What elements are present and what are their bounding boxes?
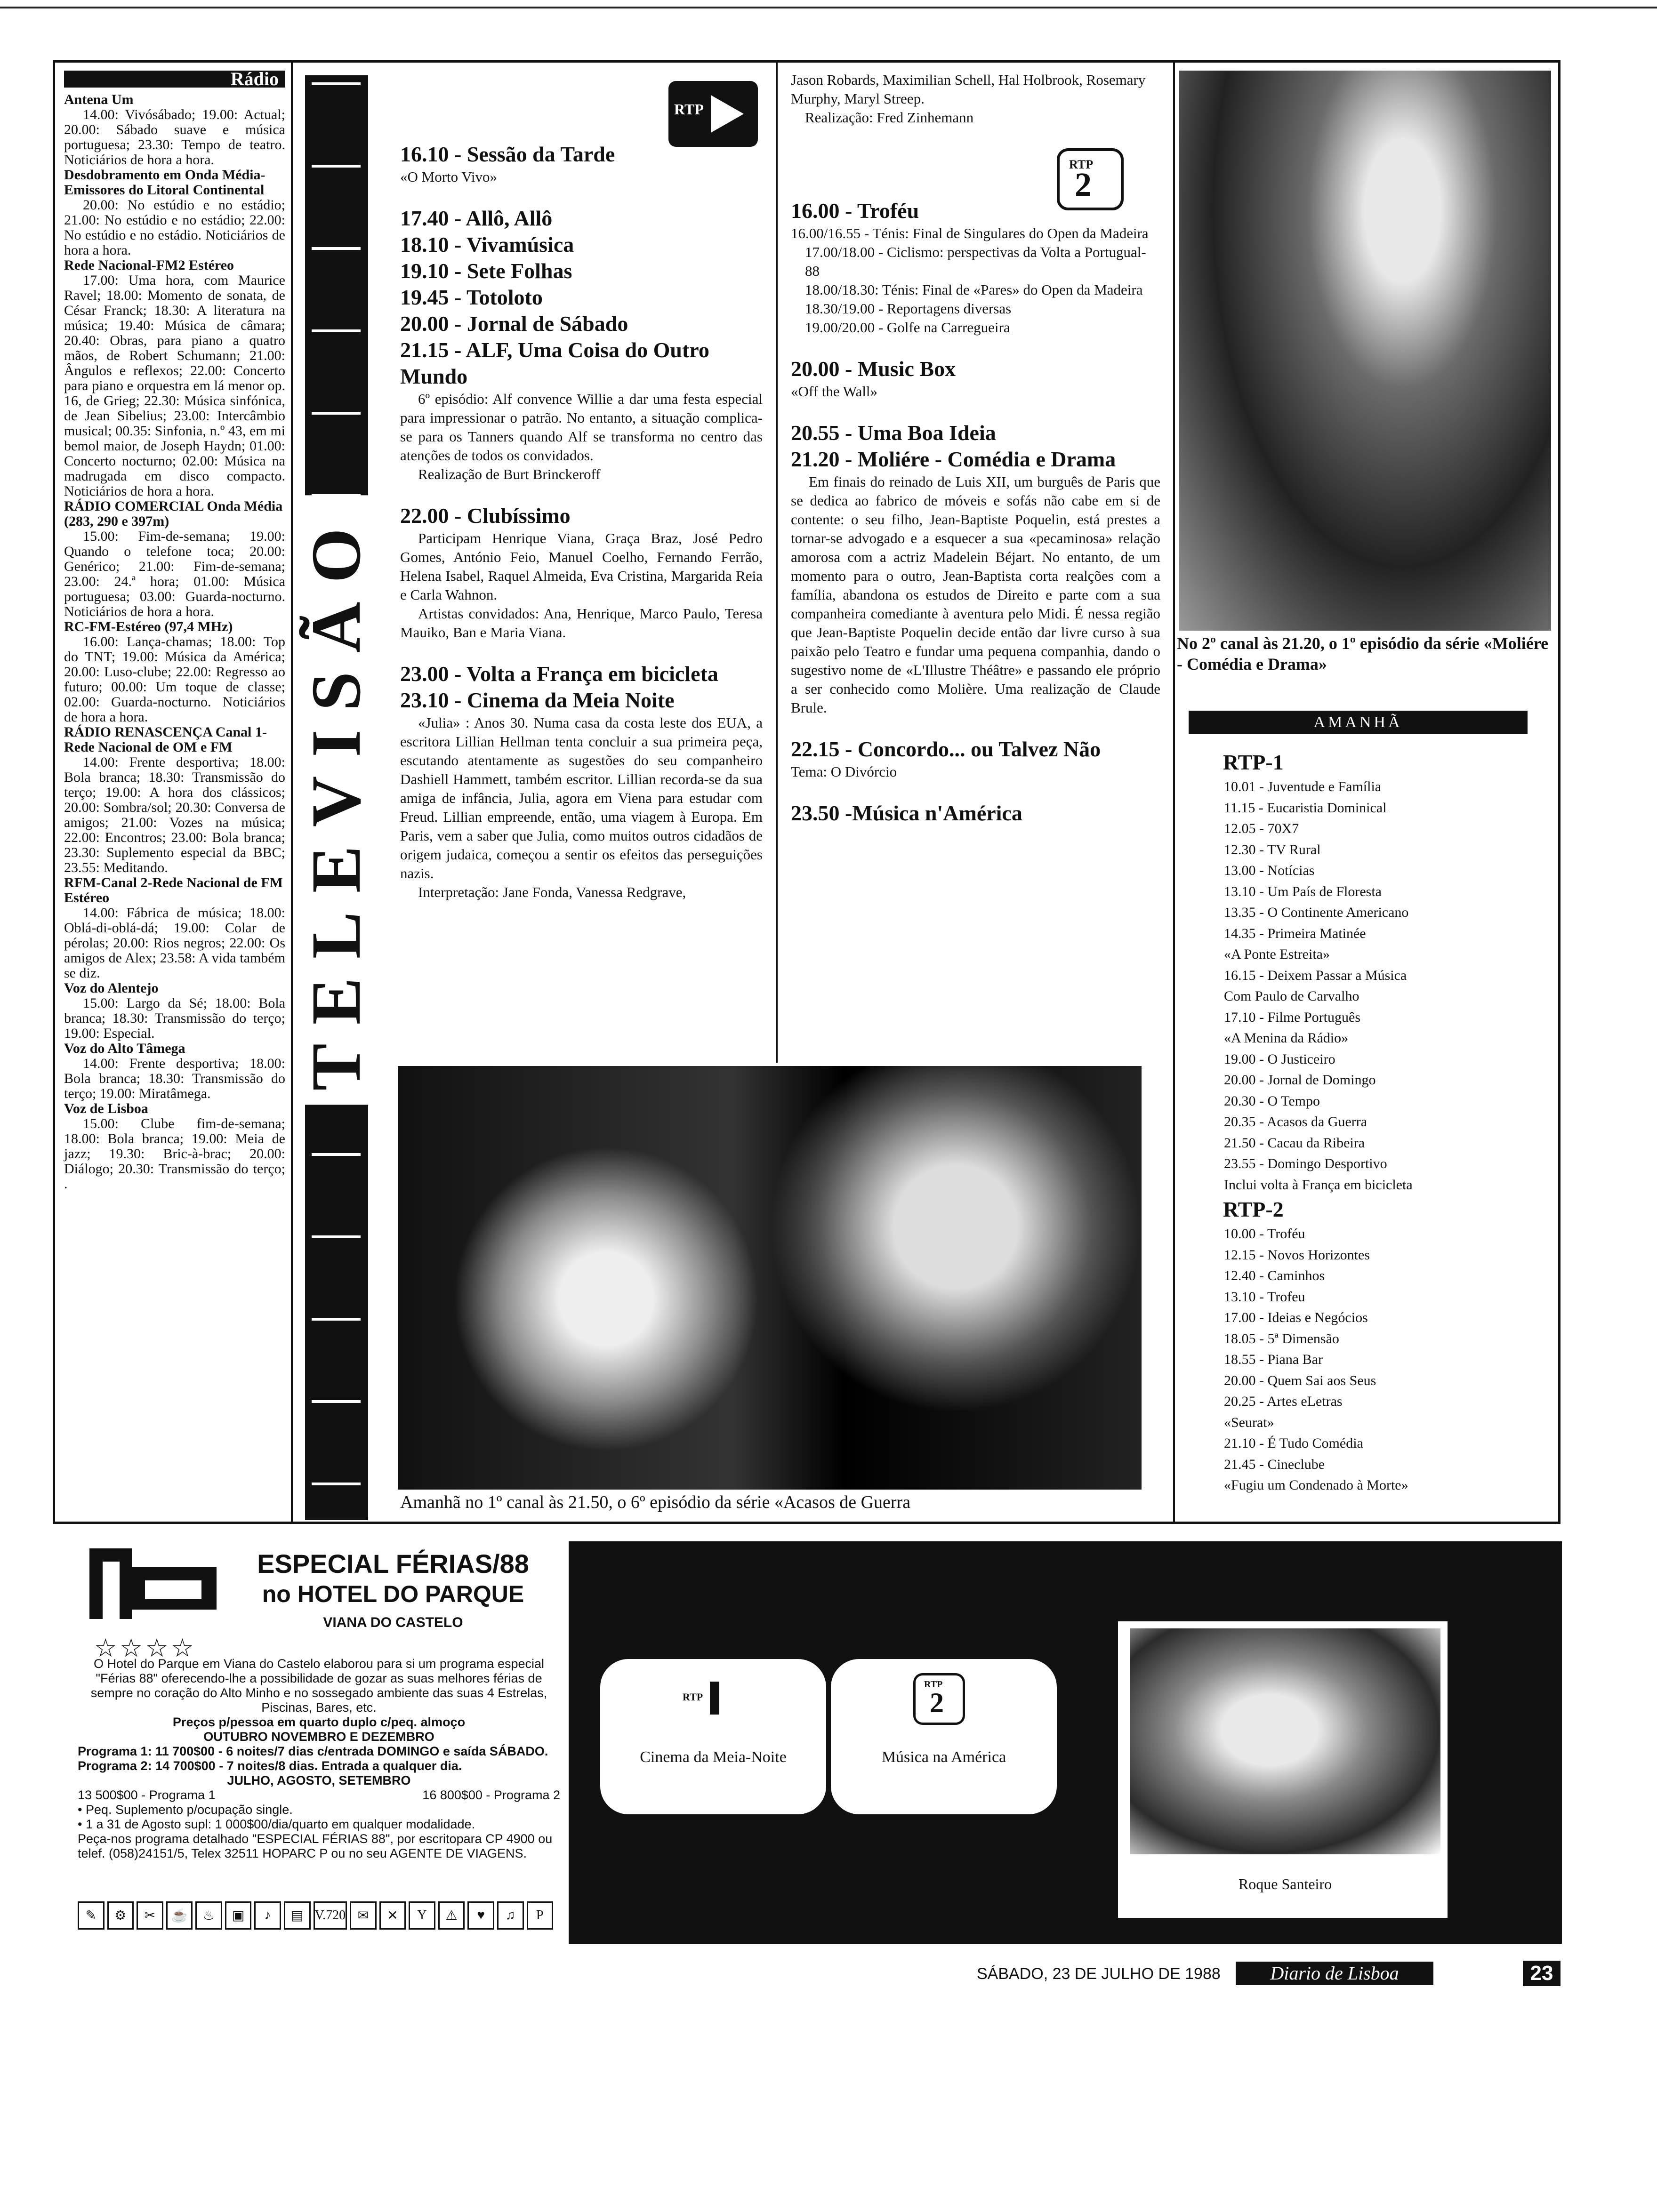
amenity-icon: ✂ [137, 1901, 163, 1930]
julia-photo [398, 1066, 1142, 1490]
hotel-ad-body: O Hotel do Parque em Viana do Castelo elaborou para si um programa especial "Férias 88" oferecendo-lhe a possibilidade de gozar as suas melhores férias de sempre no coração do Alto Minho e no sossegado ambiente das suas 4 Estrelas, Piscinas, Bares, etc. Preços p/pessoa em quarto duplo c/peq. almoço OUTUBRO NOVEMBRO E DEZEMBRO Programa 1: 11 700$00 - 6 noites/7 dias c/entrada DOMINGO e saída SÁBADO. Programa 2: 14 700$00 - 7 noites/8 dias. Entrada a qualquer dia. JULHO, AGOSTO, SETEMBRO 13 500$00 - Programa 1 16 800$00 - Programa 2 • Peq. Suplemento p/ocupação single. • 1 a 31 de Agosto supl: 1 000$00/dia/quarto em qualquer modalidade. Peça-nos programa detalhado "ESPECIAL FÉRIAS 88", por escritopara CP 4900 ou telef. (058)24151/5, Telex 32511 HOPARC P ou no seu AGENTE DE VIAGENS. [78, 1657, 560, 1860]
programme-title: 18.10 - Vivamúsica [400, 232, 574, 256]
newspaper-name: Diario de Lisboa [1236, 1962, 1433, 1985]
column-divider [776, 60, 778, 1063]
hotel-logo-icon [89, 1548, 221, 1619]
amanha-header: AMANHÃ [1189, 711, 1528, 734]
programme-description: Realização de Burt Brinckeroff [418, 466, 601, 482]
amenity-icon: ▤ [284, 1901, 311, 1930]
programme-title: 22.00 - Clubíssimo [400, 504, 571, 528]
programme-title: 19.10 - Sete Folhas [400, 259, 572, 283]
amanha-listing: «Seurat» [1224, 1414, 1274, 1430]
radio-station-name: Voz do Alentejo [64, 980, 159, 996]
amenity-icon: ♥ [467, 1901, 494, 1930]
grundig-assistance: Assistência Técnica Grundig [615, 1831, 1080, 1873]
amanha-listing: 20.00 - Jornal de Domingo [1224, 1072, 1376, 1088]
programme-title: 17.40 - Allô, Allô [400, 206, 553, 230]
radio-station-name: Rede Nacional-FM2 Estéreo [64, 257, 234, 273]
radio-station-schedule: 14.00: Frente desportiva; 18.00: Bola branca; 18.30: Transmissão do terço; 19.00: A hora dos clássicos; 20.00: Sombra/sol; 20.30: Conversa de amigos; 21.00: Vozes na música; 22.00: Encontros; 23.00: Bola branca; 23.30: Suplemento especial da BBC; 23.55: Meditando. [64, 754, 285, 875]
amanha-listing: 20.30 - O Tempo [1224, 1093, 1320, 1109]
amanha-listing: Com Paulo de Carvalho [1224, 988, 1359, 1004]
roque-santeiro-photo [1130, 1628, 1440, 1854]
amanha-listing: 12.05 - 70X7 [1224, 821, 1299, 836]
moliere-photo [1179, 71, 1551, 631]
radio-station-schedule: 16.00: Lança-chamas; 18.00: Top do TNT; 19.00: Música da América; 20.00: Luso-clube; 22.00: Regresso ao futuro; 00.00: Um toque de classe; 02.00: Guarda-nocturno. Noticiários de hora a hora. [64, 634, 285, 725]
amanha-listing: 16.15 - Deixem Passar a Música [1224, 967, 1407, 983]
radio-station-schedule: 14.00: Frente desportiva; 18.00: Bola branca; 18.30: Transmissão do terço; 19.00: Miratâmega. [64, 1056, 285, 1101]
programme-title: 21.20 - Moliére - Comédia e Drama [791, 447, 1116, 471]
radio-header: Rádio [64, 71, 285, 88]
programme-title: 22.15 - Concordo... ou Talvez Não [791, 737, 1101, 761]
grundig-nacional: NACIONAL RÁDIO [687, 1874, 1008, 1915]
footer-date: SÁBADO, 23 DE JULHO DE 1988 [977, 1965, 1221, 1983]
amanha-listing: 17.00 - Ideias e Negócios [1224, 1310, 1368, 1325]
amenity-icon: ⚙ [107, 1901, 134, 1930]
programme-title: 20.55 - Uma Boa Ideia [791, 421, 996, 445]
programme-title: 16.00 - Troféu [791, 199, 919, 223]
hotel-stars: ☆☆☆☆ [94, 1634, 197, 1662]
programme-subtitle: Tema: O Divórcio [791, 763, 897, 780]
amanha-listing: 21.50 - Cacau da Ribeira [1224, 1135, 1365, 1151]
amanha-list [1224, 748, 1539, 1496]
radio-column [64, 68, 285, 1192]
amenity-icon: Y [409, 1901, 435, 1930]
column-divider [291, 60, 293, 1524]
amanha-listing: 20.25 - Artes eLetras [1224, 1394, 1343, 1409]
amanha-listing: 23.55 - Domingo Desportivo [1224, 1156, 1387, 1171]
programme-subtitle: 16.00/16.55 - Ténis: Final de Singulares do Open da Madeira [791, 225, 1149, 241]
rtp2-small-logo-icon: RTP 2 [913, 1673, 965, 1725]
amenity-icon: ⚠ [438, 1901, 465, 1930]
amanha-listing: «Fugiu um Condenado à Morte» [1224, 1477, 1408, 1493]
amanha-listing: 20.00 - Quem Sai aos Seus [1224, 1372, 1376, 1388]
page-number: 23 [1523, 1961, 1560, 1986]
amanha-listing: Inclui volta à França em bicicleta [1224, 1177, 1413, 1193]
programme-title: 16.10 - Sessão da Tarde [400, 142, 615, 166]
radio-station-name: Voz de Lisboa [64, 1101, 148, 1116]
radio-station-schedule: 14.00: Vivósábado; 19.00: Actual; 20.00: Sábado suave e música portuguesa; 23.30: Tempo de teatro. Noticiários de hora a hora. [64, 107, 285, 168]
radio-station-schedule: 15.00: Clube fim-de-semana; 18.00: Bola branca; 19.00: Meia de jazz; 19.30: Bric-à-brac; 20.00: Diálogo; 20.30: Transmissão do terço; . [64, 1116, 285, 1192]
amanha-listing: 12.15 - Novos Horizontes [1224, 1247, 1370, 1263]
programme-description: 6º episódio: Alf convence Willie a dar uma festa especial para impressionar o patrão. No entanto, a situação complica-se para os Tanners quando Alf se transforma no centro das atenções de todos os convidados. [400, 391, 763, 464]
radio-station-schedule: 17.00: Uma hora, com Maurice Ravel; 18.00: Momento de sonata, de César Franck; 18.30: A literatura na música; 19.40: Música de câmara; 20.40: Obras, para piano a quatro mãos, de Robert Schumann; 21.00: Ângulos e reflexos; 22.00: Concerto para piano e orquestra em lá menor op. 16, de Grieg; 22.30: Música sinfónica, de Jean Sibelius; 23.00: Intercâmbio musical; 00.35: Sinfonia, n.º 43, em mi bemol maior, de Joseph Haydn; 01.00: Concerto nocturno; 02.00: Música na madrugada em disco compacto. Noticiários de hora a hora. [64, 272, 285, 499]
amenity-icon: ✉ [350, 1901, 377, 1930]
programme-description: «Julia» : Anos 30. Numa casa da costa leste dos EUA, a escritora Lillian Hellman tenta concluir a sua primeira peça, escutando atentamente as sugestões do seu companheiro Dashiell Hammett, também escritor. Lillian recorda-se da sua amiga de infância, Julia, agora em Viena para estudar com Freud. Lillian empreende, então, uma viagem à Europa. Em Paris, vem a saber que Julia, como muitos outros cidadãos de origem judaica, começou a sentir os efeitos das perseguições nazis. [400, 714, 763, 882]
programme-subtitle: 19.00/20.00 - Golfe na Carregueira [805, 319, 1010, 336]
amenity-icon: V.720 [314, 1901, 347, 1930]
amanha-listing: 13.10 - Trofeu [1224, 1289, 1305, 1305]
radio-station-name: Voz do Alto Tâmega [64, 1041, 185, 1056]
programme-title: 23.10 - Cinema da Meia Noite [400, 688, 675, 712]
amenity-icon: ☕ [166, 1901, 193, 1930]
radio-station-name: Desdobramento em Onda Média-Emissores do Litoral Continental [64, 167, 265, 198]
hotel-ad-title: ESPECIAL FÉRIAS/88 no HOTEL DO PARQUE VIANA DO CASTELO [257, 1549, 529, 1630]
grundig-selected: seleccionou para si... [655, 1615, 903, 1644]
grundig-tagline: a segurança de um grande nome [993, 1568, 1396, 1598]
programme-title: 21.15 - ALF, Uma Coisa do Outro Mundo [400, 338, 709, 388]
julia-photo-caption: Amanhã no 1º canal às 21.50, o 6º episódio da série «Acasos de Guerra [400, 1492, 911, 1512]
radio-station-schedule: 15.00: Largo da Sé; 18.00: Bola branca; 18.30: Transmissão do terço; 19.00: Especial. [64, 995, 285, 1041]
radio-station-schedule: 14.00: Fábrica de música; 18.00: Oblá-di-oblá-dá; 19.00: Colar de pérolas; 20.00: Rios negros; 22.00: Os amigos de Alex; 23.58: A vida também se diz. [64, 905, 285, 981]
programme-subtitle: «Off the Wall» [791, 383, 878, 400]
column-divider [1173, 60, 1175, 1524]
rtp2-items [791, 198, 1160, 826]
moliere-photo-caption: No 2º canal às 21.20, o 1º episódio da série «Moliére - Comédia e Drama» [1177, 634, 1549, 673]
rtp1-logo-icon: RTP [668, 81, 758, 147]
radio-station-schedule: 20.00: No estúdio e no estádio; 21.00: No estúdio e no estádio; 22.00: No estúdio e no estádio. Noticiários de hora a hora. [64, 197, 285, 258]
amanha-listing: 12.40 - Caminhos [1224, 1268, 1325, 1283]
amenity-icon: ♪ [254, 1901, 281, 1930]
rtp2-logo-icon: RTP 2 [1057, 148, 1124, 210]
amenity-icon: ♫ [497, 1901, 524, 1930]
amanha-listing: 21.10 - É Tudo Comédia [1224, 1435, 1363, 1451]
programme-title: 23.50 -Música n'América [791, 801, 1022, 825]
amanha-listing: «A Ponte Estreita» [1224, 946, 1330, 962]
amenity-icon: P [527, 1901, 554, 1930]
roque-santeiro-caption: Roque Santeiro [1238, 1875, 1332, 1892]
amenity-icon: ♨ [195, 1901, 222, 1930]
programme-description: Jason Robards, Maximilian Schell, Hal Holbrook, Rosemary Murphy, Maryl Streep. [791, 72, 1146, 107]
radio-station-schedule: 15.00: Fim-de-semana; 19.00: Quando o telefone toca; 20.00: Genérico; 21.00: Fim-de-semana; 23.00: 24.ª hora; 01.00: Música portuguesa; 03.00: Guarda-nocturno. Noticiários de hora a hora. [64, 529, 285, 619]
tv-rtp1-box: RTP Cinema da Meia-Noite [600, 1659, 826, 1814]
radio-station-name: RÁDIO RENASCENÇA Canal 1-Rede Nacional de OM e FM [64, 724, 267, 755]
amanha-listing: 10.00 - Troféu [1224, 1226, 1305, 1242]
amanha-listing: 13.35 - O Continente Americano [1224, 905, 1409, 920]
amenity-icon: ✕ [379, 1901, 406, 1930]
television-band-label: TELEVISÃO [313, 377, 360, 1224]
programme-title: 20.00 - Jornal de Sábado [400, 312, 628, 336]
programme-description: Interpretação: Jane Fonda, Vanessa Redgrave, [418, 884, 686, 900]
programme-title: 23.00 - Volta a França em bicicleta [400, 662, 718, 686]
amanha-listing: 12.30 - TV Rural [1224, 842, 1321, 858]
amanha-listing: «A Menina da Rádio» [1224, 1030, 1349, 1046]
programme-subtitle: «O Morto Vivo» [400, 168, 497, 185]
amanha-listing: 13.10 - Um País de Floresta [1224, 883, 1382, 899]
programme-title: 20.00 - Music Box [791, 357, 956, 381]
rtp1-listings [400, 141, 763, 902]
programme-description: Artistas convidados: Ana, Henrique, Marco Paulo, Teresa Mauiko, Ban e Maria Viana. [400, 605, 763, 641]
amanha-listing: 13.00 - Notícias [1224, 863, 1315, 878]
programme-subtitle: 18.30/19.00 - Reportagens diversas [805, 300, 1012, 317]
amanha-listing: 14.35 - Primeira Matinée [1224, 925, 1366, 941]
hotel-amenity-icons [78, 1901, 553, 1930]
radio-blocks [64, 92, 285, 1192]
programme-description: Em finais do reinado de Luis XII, um burguês de Paris que se dedica ao fabrico de móveis e sofás não cabe em si de contente: o seu filho, Jean-Baptiste Poquelin, está prestes a tornar-se advogado e a esquecer a sua «pecaminosa» relação amorosa com a actriz Madelein Béjart. No entanto, de um momento para o outro, Jean-Baptista corta realções com a família, abandona os estudos de Direito e parte com a sua companheira comediante à aventura pelo Midi. É nessa região que Jean-Baptiste Poquelin decide então dar livre curso à sua paixão pelo Teatro e fundar uma pequena companhia, dando o sugestivo nome de «L'Illustre Théâtre» e passando ele próprio a ser conhecido como Molière. Uma realização de Claude Brule. [791, 473, 1160, 716]
grundig-logo: GRUNDIG [649, 1549, 938, 1611]
amanha-listing: 19.00 - O Justiceiro [1224, 1051, 1335, 1067]
amenity-icon: ▣ [225, 1901, 252, 1930]
amanha-rtp2-label: RTP-2 [1223, 1197, 1284, 1221]
amanha-listing: 18.55 - Piana Bar [1224, 1352, 1323, 1367]
amanha-listing: 11.15 - Eucaristia Dominical [1224, 800, 1387, 816]
programme-subtitle: 17.00/18.00 - Ciclismo: perspectivas da Volta a Portugual-88 [805, 244, 1146, 279]
amanha-listing: 20.35 - Acasos da Guerra [1224, 1114, 1367, 1130]
radio-station-name: RC-FM-Estéreo (97,4 MHz) [64, 619, 233, 634]
amanha-listing: 17.10 - Filme Português [1224, 1009, 1360, 1025]
grundig-address: Rua Bento Jesus Caraça, 17 - Cruz Quebrada - Telef. 2112871 [643, 1918, 1053, 1933]
radio-station-name: Antena Um [64, 92, 134, 107]
top-rule [0, 0, 1657, 8]
amanha-listing: 21.45 - Cineclube [1224, 1456, 1325, 1472]
amanha-listing: 18.05 - 5ª Dimensão [1224, 1330, 1339, 1346]
programme-title: 19.45 - Totoloto [400, 285, 543, 309]
radio-station-name: RÁDIO COMERCIAL Onda Média (283, 290 e 397m) [64, 498, 283, 529]
amanha-rtp1-label: RTP-1 [1223, 750, 1284, 774]
tv-rtp2-box: RTP 2 Música na América [831, 1659, 1057, 1814]
rtp1-small-logo-icon: RTP [683, 1678, 734, 1720]
programme-description: Participam Henrique Viana, Graça Braz, José Pedro Gomes, António Feio, Manuel Coelho, Fernando Ferrão, Helena Isabel, Raquel Almeida, Eva Cristina, Margarida Reia e Carla Wahnon. [400, 530, 763, 603]
programme-description: Realização: Fred Zinhemann [805, 109, 974, 126]
rtp2-intro [791, 71, 1160, 127]
programme-subtitle: 18.00/18.30: Ténis: Final de «Pares» do Open da Madeira [805, 281, 1143, 298]
radio-station-name: RFM-Canal 2-Rede Nacional de FM Estéreo [64, 875, 283, 906]
amenity-icon: ✎ [78, 1901, 105, 1930]
amanha-listing: 10.01 - Juventude e Família [1224, 779, 1382, 794]
